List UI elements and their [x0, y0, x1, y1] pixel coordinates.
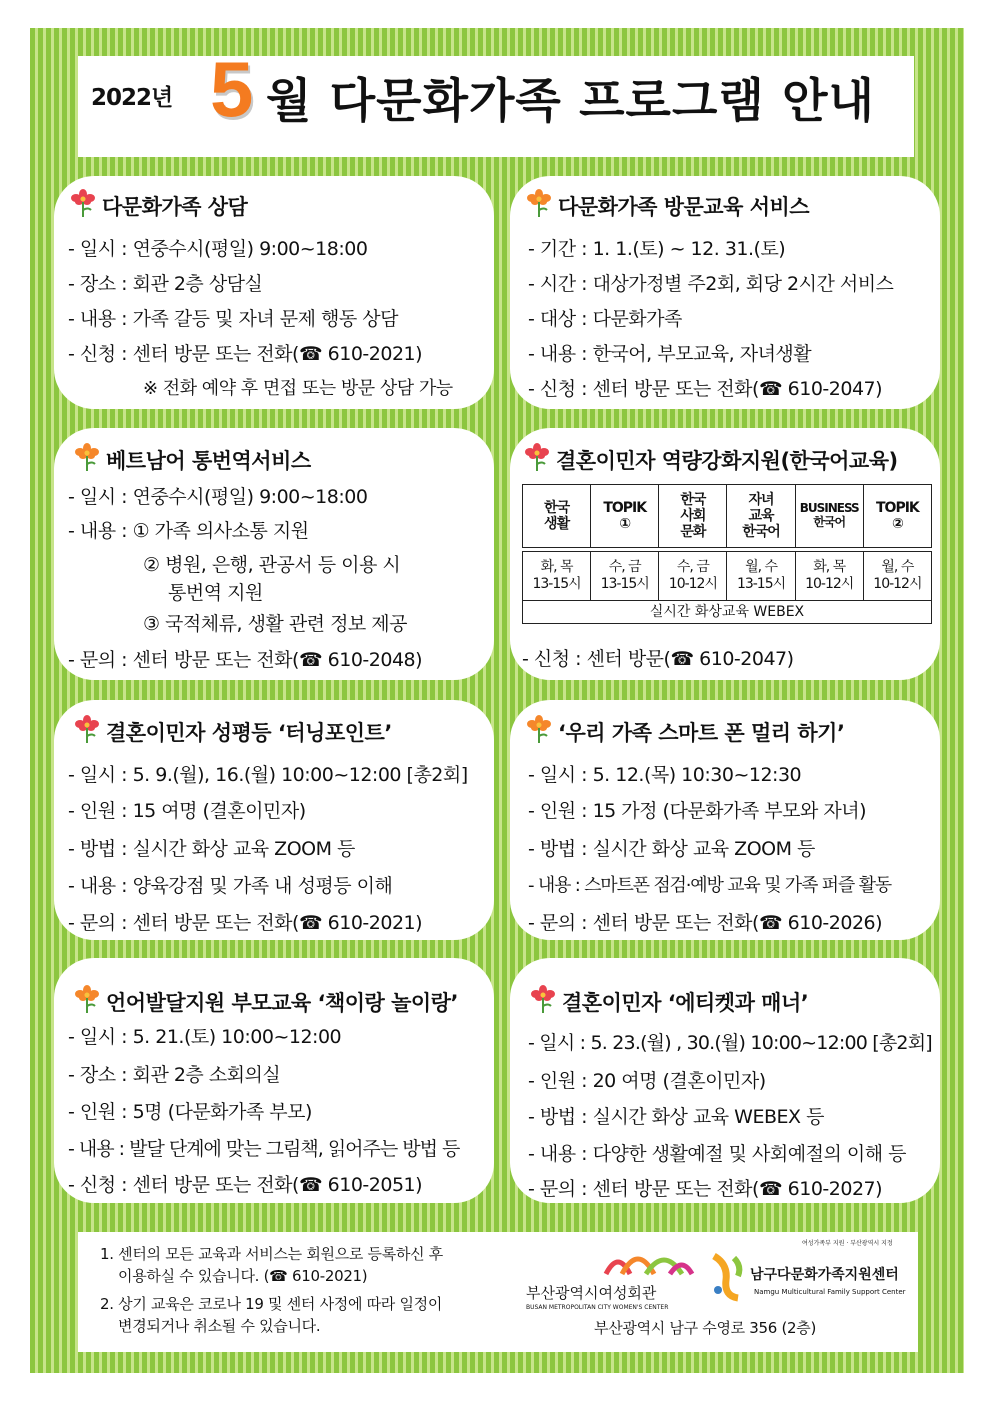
address: 부산광역시 남구 수영로 356 (2층)	[594, 1319, 817, 1337]
card-line: ③ 국적체류, 생활 관련 정보 제공	[143, 613, 408, 635]
table-header: BUSINESS 한국어	[795, 485, 863, 548]
card-line: - 장소 : 회관 2층 상담실	[68, 273, 263, 295]
card-line: - 방법 : 실시간 화상 교육 ZOOM 등	[528, 838, 815, 860]
card-line: - 일시 : 5. 21.(토) 10:00~12:00	[68, 1026, 342, 1048]
card-title-text: ‘우리 가족 스마트 폰 멀리 하기’	[558, 721, 845, 745]
table-cell: 월, 수 13-15시	[727, 552, 795, 601]
card-line: - 문의 : 센터 방문 또는 전화(☎ 610-2026)	[528, 912, 883, 934]
card-title	[72, 984, 458, 1017]
flower-icon	[72, 984, 102, 1014]
card-line: - 장소 : 회관 2층 소회의실	[68, 1064, 281, 1086]
flower-icon	[72, 442, 102, 472]
right-logo-name: 남구다문화가족지원센터	[750, 1267, 899, 1283]
namgu-emblem-icon	[708, 1250, 748, 1302]
table-header: 한국 생활	[523, 485, 591, 548]
card-title	[72, 714, 392, 747]
left-logo-sub: BUSAN METROPOLITAN CITY WOMEN'S CENTER	[526, 1304, 669, 1311]
note-line: 이용하실 수 있습니다. (☎ 610-2021)	[118, 1267, 368, 1285]
flower-icon	[524, 714, 554, 744]
table-cell: 수, 금 13-15시	[591, 552, 659, 601]
left-logo-name: 부산광역시여성회관	[526, 1284, 657, 1302]
card-line: - 신청 : 센터 방문 또는 전화(☎ 610-2047)	[528, 378, 883, 400]
card-line: - 인원 : 15 여명 (결혼이민자)	[68, 800, 306, 822]
card-line: - 기간 : 1. 1.(토) ~ 12. 31.(토)	[528, 238, 786, 260]
card-line: - 인원 : 20 여명 (결혼이민자)	[528, 1070, 766, 1092]
table-header: 한국 사회 문화	[659, 485, 727, 548]
card-line-note: ※ 전화 예약 후 면접 또는 방문 상담 가능	[143, 378, 453, 399]
card-title-text: 결혼이민자 성평등 ‘터닝포인트’	[106, 721, 392, 745]
table-header: 자녀 교육 한국어	[727, 485, 795, 548]
card-title-text: 다문화가족 방문교육 서비스	[558, 195, 810, 219]
card-title	[524, 714, 844, 747]
card-line: - 내용 : 발달 단계에 맞는 그림책, 읽어주는 방법 등	[68, 1138, 460, 1160]
table-online-note: 실시간 화상교육 WEBEX	[523, 601, 932, 624]
table-cell: 수, 금 10-12시	[659, 552, 727, 601]
flower-icon	[524, 188, 554, 218]
card-line: - 일시 : 연중수시(평일) 9:00~18:00	[68, 238, 368, 260]
card-line: - 신청 : 센터 방문 또는 전화(☎ 610-2021)	[68, 343, 423, 365]
card-line: - 시간 : 대상가정별 주2회, 회당 2시간 서비스	[528, 273, 894, 295]
card-line: - 내용 : 다양한 생활예절 및 사회예절의 이해 등	[528, 1143, 906, 1165]
footer-notes-box	[78, 1232, 918, 1352]
card-title	[528, 984, 808, 1017]
arc-logo-icon	[526, 1242, 696, 1282]
flower-icon	[522, 442, 552, 472]
note-line: 1. 센터의 모든 교육과 서비스는 회원으로 등록하신 후	[100, 1245, 443, 1263]
womens-center-logo	[526, 1242, 696, 1320]
table-header: TOPIK ②	[863, 485, 931, 548]
card-line: - 일시 : 5. 9.(월), 16.(월) 10:00~12:00 [총2회]	[68, 764, 468, 786]
korean-class-table	[522, 484, 932, 624]
card-line: - 문의 : 센터 방문 또는 전화(☎ 610-2021)	[68, 912, 423, 934]
card-line: - 방법 : 실시간 화상 교육 WEBEX 등	[528, 1106, 824, 1128]
right-logo-sub: Namgu Multicultural Family Support Center	[754, 1288, 906, 1296]
card-line: - 내용 : 스마트폰 점검·예방 교육 및 가족 퍼즐 활동	[528, 875, 891, 896]
flower-icon	[68, 188, 98, 218]
title-text: 월 다문화가족 프로그램 안내	[266, 74, 875, 129]
card-line: - 신청 : 센터 방문(☎ 610-2047)	[522, 648, 794, 670]
card-line: - 일시 : 연중수시(평일) 9:00~18:00	[68, 486, 368, 508]
card-title-text: 언어발달지원 부모교육 ‘책이랑 놀이랑’	[106, 991, 458, 1015]
card-line: - 내용 : ① 가족 의사소통 지원	[68, 520, 309, 542]
card-line: - 문의 : 센터 방문 또는 전화(☎ 610-2048)	[68, 649, 423, 671]
card-title-text: 결혼이민자 역량강화지원(한국어교육)	[556, 449, 898, 473]
title-banner	[78, 45, 914, 157]
card-line: - 일시 : 5. 23.(월) , 30.(월) 10:00~12:00 [총2회]	[528, 1032, 932, 1054]
title-month: 5	[210, 45, 254, 133]
card-title	[68, 188, 247, 221]
card-line: - 내용 : 한국어, 부모교육, 자녀생활	[528, 343, 812, 365]
card-line: - 문의 : 센터 방문 또는 전화(☎ 610-2027)	[528, 1178, 883, 1200]
card-title	[522, 442, 898, 475]
title-year: 2022년	[91, 85, 173, 111]
flower-icon	[72, 714, 102, 744]
card-line: 통번역 지원	[168, 582, 263, 604]
card-line: - 내용 : 양육강점 및 가족 내 성평등 이해	[68, 875, 393, 897]
card-title-text: 다문화가족 상담	[102, 195, 248, 219]
note-line: 2. 상기 교육은 코로나 19 및 센터 사정에 따라 일정이	[100, 1295, 443, 1313]
card-line: - 내용 : 가족 갈등 및 자녀 문제 행동 상담	[68, 308, 398, 330]
table-cell: 화, 목 10-12시	[795, 552, 863, 601]
card-line: - 방법 : 실시간 화상 교육 ZOOM 등	[68, 838, 355, 860]
card-title	[524, 188, 809, 221]
namgu-center-logo	[704, 1236, 914, 1320]
card-title	[72, 442, 311, 475]
card-line: - 인원 : 15 가정 (다문화가족 부모와 자녀)	[528, 800, 866, 822]
table-cell: 월, 수 10-12시	[863, 552, 931, 601]
table-header: TOPIK ①	[591, 485, 659, 548]
card-line: - 인원 : 5명 (다문화가족 부모)	[68, 1101, 312, 1123]
card-line: - 대상 : 다문화가족	[528, 308, 682, 330]
right-logo-tag: 여성가족부 지원 · 부산광역시 지정	[802, 1240, 893, 1247]
card-line: - 신청 : 센터 방문 또는 전화(☎ 610-2051)	[68, 1174, 423, 1196]
card-line: - 일시 : 5. 12.(목) 10:30~12:30	[528, 764, 802, 786]
card-title-text: 결혼이민자 ‘에티켓과 매너’	[562, 991, 809, 1015]
flower-icon	[528, 984, 558, 1014]
card-line: ② 병원, 은행, 관공서 등 이용 시	[143, 554, 401, 576]
card-title-text: 베트남어 통번역서비스	[106, 449, 311, 473]
note-line: 변경되거나 취소될 수 있습니다.	[118, 1317, 321, 1335]
table-cell: 화, 목 13-15시	[523, 552, 591, 601]
